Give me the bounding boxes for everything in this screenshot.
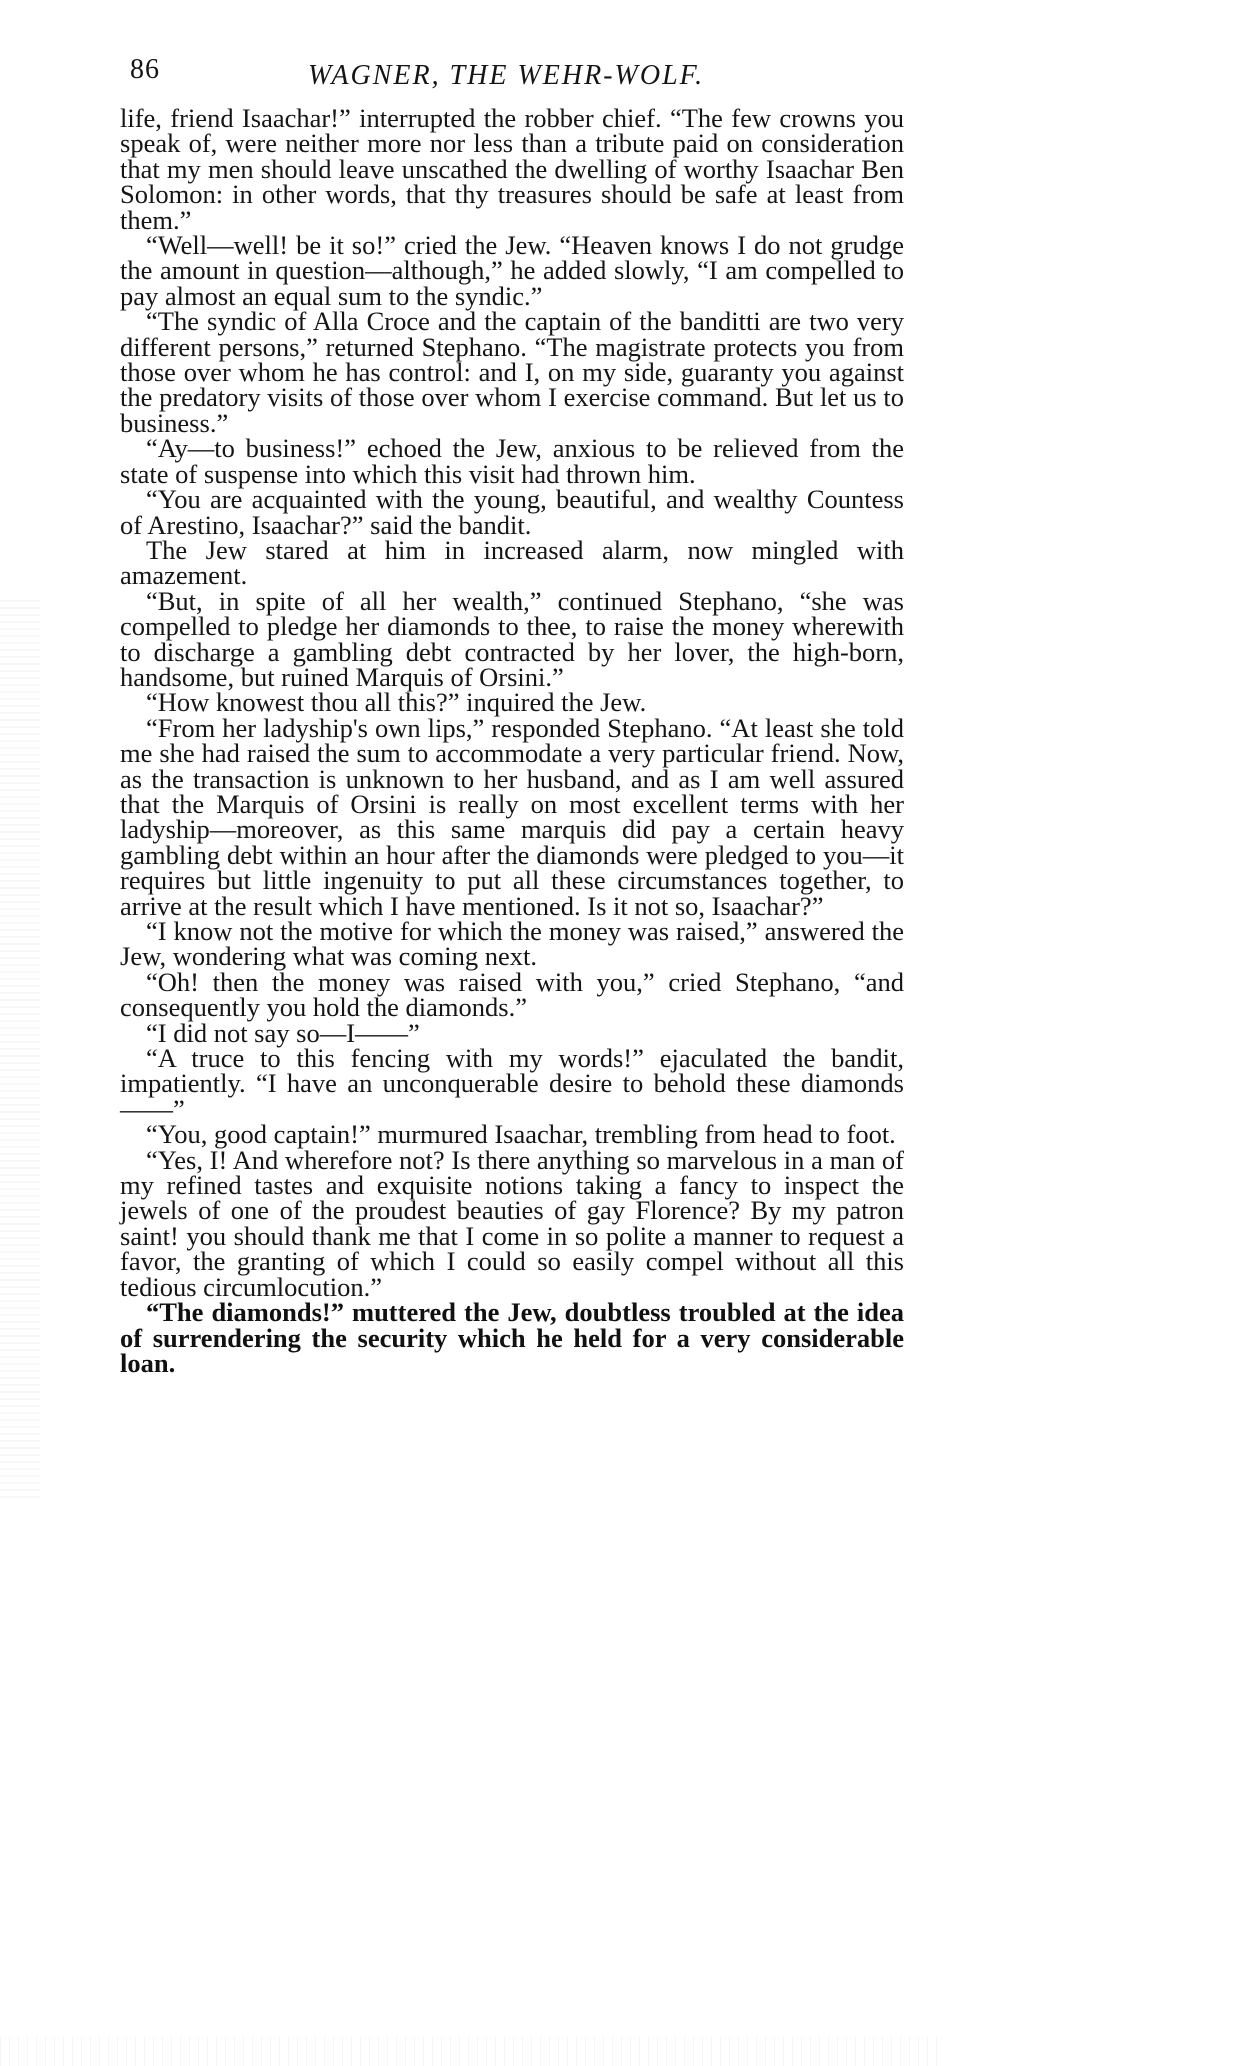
paragraph: “Oh! then the money was raised with you,” cried Stephano, “and consequently you hold the diamonds.” <box>120 966 904 1023</box>
page-number: 86 <box>130 54 160 85</box>
paragraph: “The diamonds!” muttered the Jew, doubtless troubled at the idea of surrendering the security which he held for a very considerable loan. <box>120 1297 904 1378</box>
body-text <box>120 103 904 1378</box>
paragraph: “Well—well! be it so!” cried the Jew. “Heaven knows I do not grudge the amount in question—although,” he added slowly, “I am compelled to pay almost an equal sum to the syndic.” <box>120 230 904 311</box>
paragraph: “Yes, I! And wherefore not? Is there anything so marvelous in a man of my refined tastes and exquisite notions taking a fancy to inspect the jewels of one of the proudest beauties of gay Florence? By my patron saint! you should thank me that I come in so polite a manner to request a favor, the granting of which I could so easily compel without all this tedious circumlocution.” <box>120 1144 904 1302</box>
paragraph: “You, good captain!” murmured Isaachar, trembling from head to foot. <box>146 1119 896 1150</box>
paragraph: “Ay—to business!” echoed the Jew, anxious to be relieved from the state of suspense into which this visit had thrown him. <box>120 433 904 489</box>
paragraph: “I know not the motive for which the money was raised,” answered the Jew, wondering what was coming next. <box>120 916 904 972</box>
paragraph: “I did not say so—I——” <box>146 1017 420 1048</box>
running-title: WAGNER, THE WEHR-WOLF. <box>308 60 705 91</box>
paragraph: “But, in spite of all her wealth,” continued Stephano, “she was compelled to pledge her diamonds to thee, to raise the money wherewith to discharge a gambling debt contracted by her lover, the high-born, handsome, but ruined Marquis of Orsini.” <box>120 585 904 692</box>
page-edge-shadow <box>0 600 40 1500</box>
paragraph: “You are acquainted with the young, beautiful, and wealthy Countess of Arestino, Isaachar?” said the bandit. <box>120 484 904 540</box>
paragraph: “A truce to this fencing with my words!” ejaculated the bandit, impatiently. “I have an unconquerable desire to behold these diamonds——” <box>120 1043 904 1124</box>
paragraph: The Jew stared at him in increased alarm, now mingled with amazement. <box>120 534 904 591</box>
page-header <box>130 54 900 98</box>
paragraph: life, friend Isaachar!” interrupted the robber chief. “The few crowns you speak of, were neither more nor less than a tribute paid on consideration that my men should leave unscathed the dwelling of worthy Isaachar Ben Solomon: in other words, that thy treasures should be safe at least from them.” <box>120 103 904 235</box>
paragraph: “How knowest thou all this?” inquired the Jew. <box>146 687 647 718</box>
paragraph: “From her ladyship's own lips,” responded Stephano. “At least she told me she had raised the sum to accommodate a very particular friend. Now, as the transaction is unknown to her husband, and as I am well assured that the Marquis of Orsini is really on most excellent terms with her ladyship—moreover, as this same marquis did pay a certain heavy gambling debt within an hour after the diamonds were pledged to you—it requires but little ingenuity to put all these circumstances together, to arrive at the result which I have mentioned. Is it not so, Isaachar?” <box>120 712 904 921</box>
page-bottom-noise <box>0 2036 943 2066</box>
paragraph: “The syndic of Alla Croce and the captain of the banditti are two very different persons,” returned Stephano. “The magistrate protects you from those over whom he has control: and I, on my side, guaranty you against the predatory visits of those over whom I exercise command. But let us to business.” <box>120 306 904 438</box>
